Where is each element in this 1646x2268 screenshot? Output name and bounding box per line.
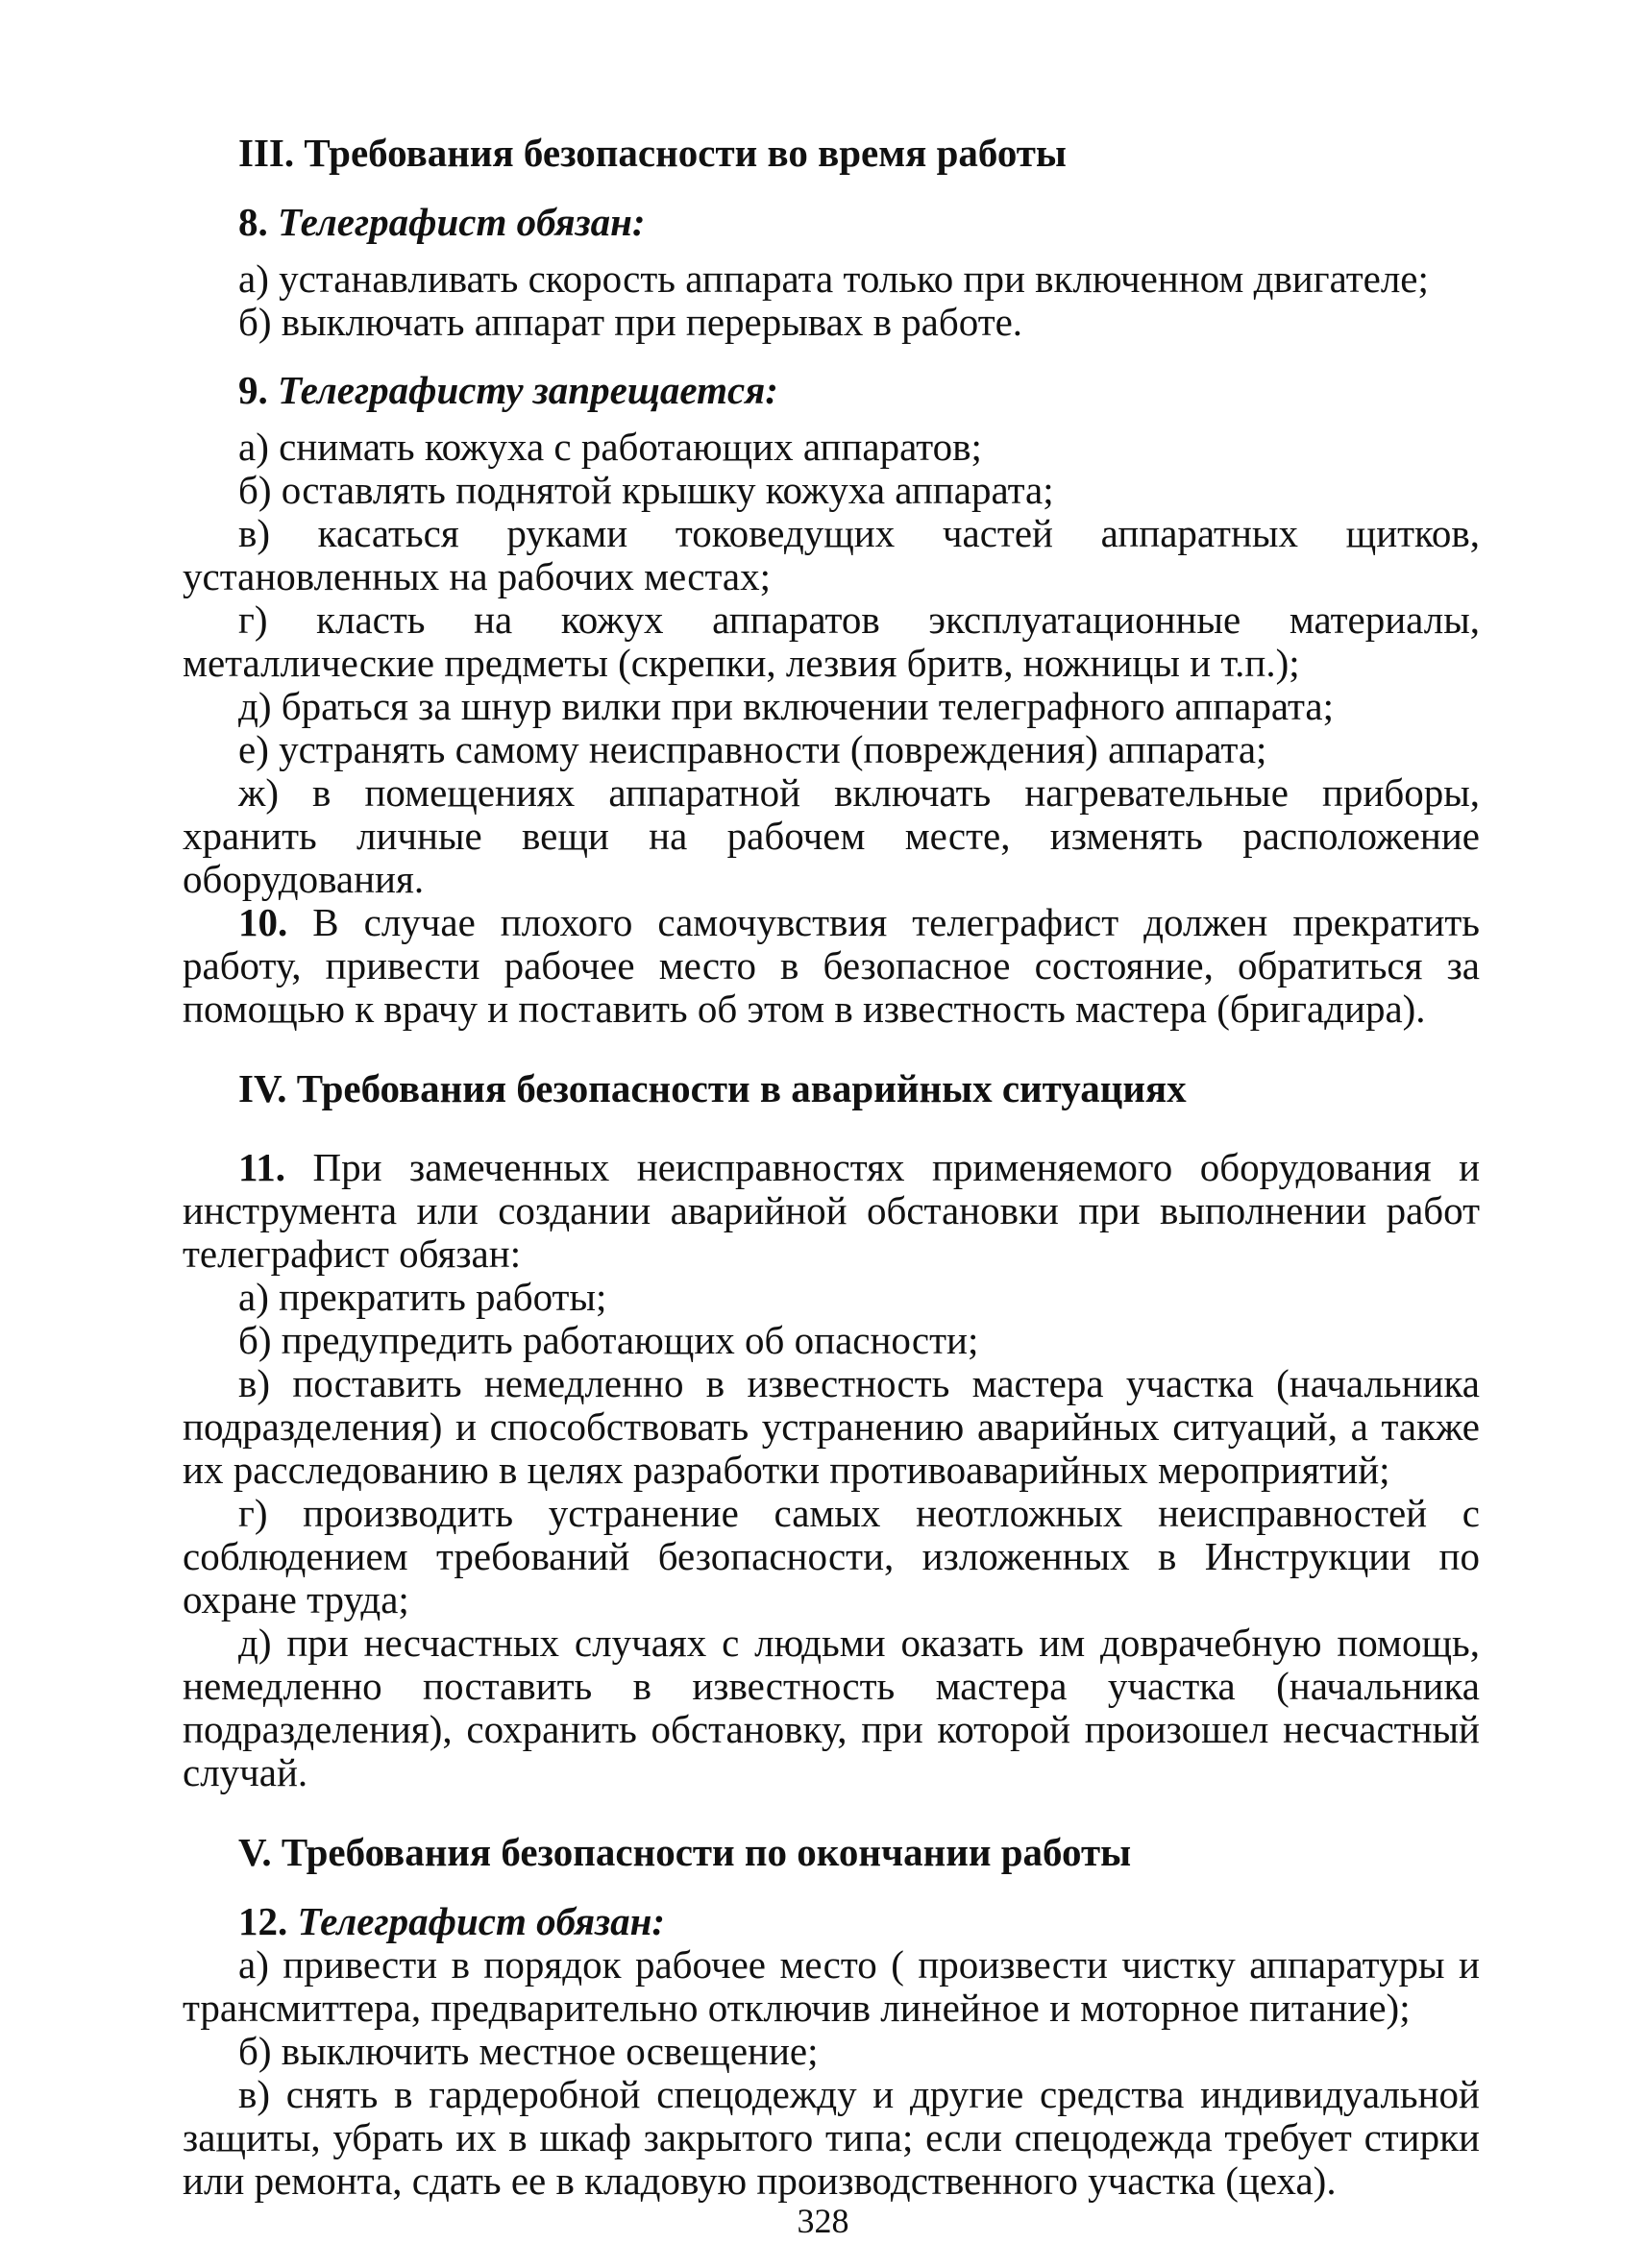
clause-12-lead-text: Телеграфист обязан:: [297, 1899, 666, 1943]
document-page: [183, 130, 1480, 2203]
clause-12-item-a: а) привести в порядок рабочее место ( произвести чистку аппаратуры и трансмиттера, предварительно отключив линейное и моторное питание);: [183, 1942, 1480, 2030]
clause-12-item-b: б) выключить местное освещение;: [238, 2029, 819, 2073]
clause-11: [183, 1146, 1480, 1276]
clause-12-number: 12.: [238, 1899, 288, 1943]
clause-9-lead-text: Телеграфисту запрещается:: [278, 368, 778, 412]
clause-11-item-c: в) поставить немедленно в известность мастера участка (начальника подразделения) и способствовать устранению аварийных ситуаций, а также их расследованию в целях разработки противоаварийных мероприятий;: [183, 1361, 1480, 1492]
section-3-heading: III. Требования безопасности во время работы: [238, 131, 1067, 175]
page-number: 328: [797, 2202, 849, 2240]
clause-11-number: 11.: [238, 1145, 285, 1189]
clause-8-lead: [183, 201, 1480, 244]
clause-9-item-d: г) класть на кожух аппаратов эксплуатационные материалы, металлические предметы (скрепки, лезвия бритв, ножницы и т.п.);: [183, 597, 1480, 685]
clause-9-number: 9.: [238, 368, 268, 412]
clause-11-item-a: а) прекратить работы;: [238, 1275, 607, 1319]
section-5-heading: V. Требования безопасности по окончании работы: [238, 1830, 1132, 1874]
clause-11-item-d: г) производить устранение самых неотложных неисправностей с соблюдением требований безопасности, изложенных в Инструкции по охране труда;: [183, 1491, 1480, 1622]
clause-12-item-c: в) снять в гардеробной спецодежду и другие средства индивидуальной защиты, убрать их в шкаф закрытого типа; если спецодежда требует стирки или ремонта, сдать ее в кладовую производственного участка (цеха).: [183, 2072, 1480, 2203]
clause-9-item-b: б) оставлять поднятой крышку кожуха аппарата;: [238, 468, 1054, 512]
clause-9-item-g: ж) в помещениях аппаратной включать нагревательные приборы, хранить личные вещи на рабочем месте, изменять расположение оборудования.: [183, 770, 1480, 901]
clause-9-item-a: а) снимать кожуха с работающих аппаратов;: [238, 425, 982, 469]
clause-10-number: 10.: [238, 900, 288, 944]
clause-8-number: 8.: [238, 200, 268, 244]
clause-10: [183, 901, 1480, 1031]
clause-8-item-a: а) устанавливать скорость аппарата только при включенном двигателе;: [238, 256, 1429, 301]
clause-8-item-b: б) выключать аппарат при перерывах в работе.: [238, 300, 1023, 344]
clause-10-text: В случае плохого самочувствия телеграфист должен прекратить работу, привести рабочее место в безопасное состояние, обратиться за помощью к врачу и поставить об этом в известность мастера (бригадира).: [183, 900, 1481, 1031]
clause-11-text: При замеченных неисправностях применяемого оборудования и инструмента или создании аварийной обстановки при выполнении работ телеграфист обязан:: [183, 1145, 1481, 1276]
clause-8-lead-text: Телеграфист обязан:: [278, 200, 646, 244]
clause-12-lead: [183, 1900, 1480, 1943]
clause-11-item-e: д) при несчастных случаях с людьми оказать им доврачебную помощь, немедленно поставить в известность мастера участка (начальника подразделения), сохранить обстановку, при которой произошел несчастный случай.: [183, 1621, 1480, 1794]
clause-11-item-b: б) предупредить работающих об опасности;: [238, 1318, 979, 1362]
clause-9-lead: [183, 369, 1480, 412]
section-4-heading: IV. Требования безопасности в аварийных ситуациях: [238, 1066, 1187, 1110]
clause-9-item-c: в) касаться руками токоведущих частей аппаратных щитков, установленных на рабочих местах;: [183, 511, 1480, 598]
clause-9-item-e: д) браться за шнур вилки при включении телеграфного аппарата;: [238, 684, 1335, 728]
clause-9-item-f: е) устранять самому неисправности (повреждения) аппарата;: [238, 727, 1267, 771]
